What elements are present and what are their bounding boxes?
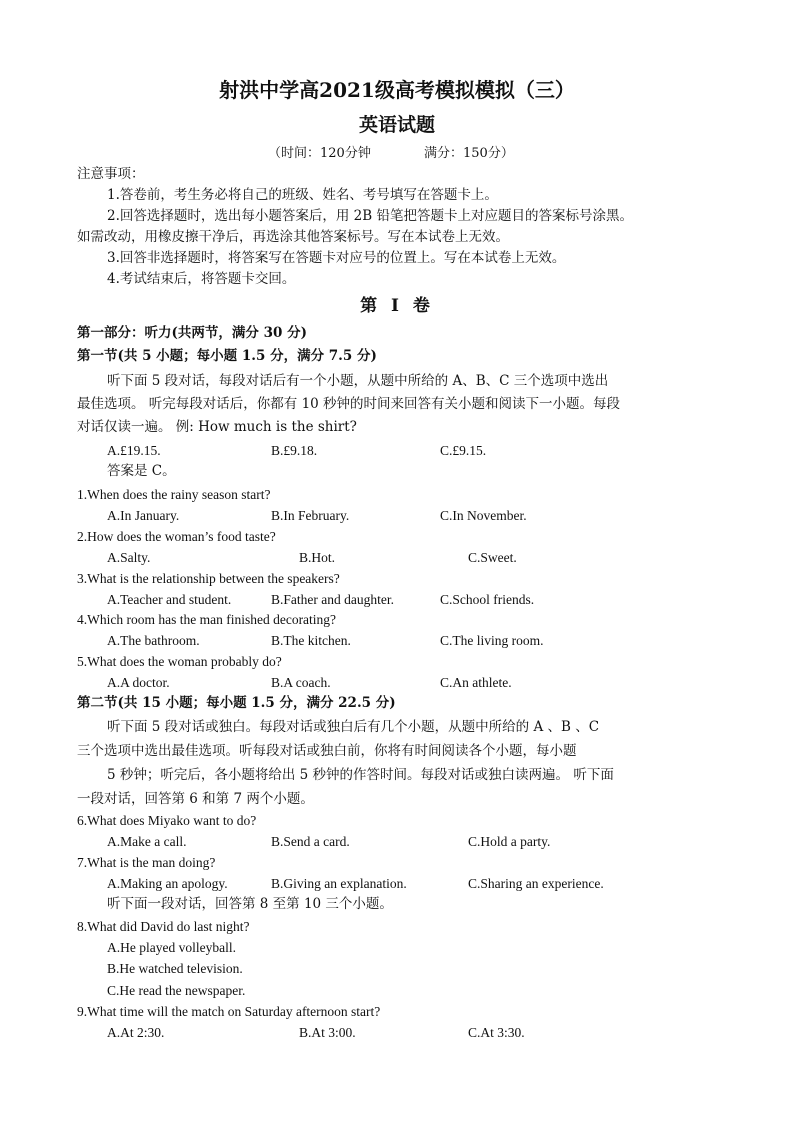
exam-time: （时间：120分钟 [268, 146, 371, 161]
example-option-b: B.£9.18. [271, 443, 318, 458]
q1-option-b: B.In February. [271, 508, 350, 523]
example-option-a: A.£19.15. [107, 443, 161, 458]
q6-option-b: B.Send a card. [271, 834, 350, 849]
note-1: 1.答卷前，考生务必将自己的班级、姓名、考号填写在答题卡上。 [107, 187, 498, 203]
q7-option-c: C.Sharing an experience. [468, 876, 604, 891]
q2-option-c: C.Sweet. [468, 550, 517, 565]
question-8: 8.What did David do last night? [77, 919, 250, 934]
q2-option-b: B.Hot. [299, 550, 336, 565]
example-answer: 答案是 C。 [107, 463, 176, 479]
example-option-c: C.£9.15. [440, 443, 487, 458]
q1-option-c: C.In November. [440, 508, 527, 523]
q9-option-c: C.At 3:30. [468, 1025, 525, 1040]
q8-option-b: B.He watched television. [107, 961, 243, 976]
question-3: 3.What is the relationship between the speakers? [77, 571, 340, 586]
q3-option-a: A.Teacher and student. [107, 592, 232, 607]
question-1: 1.When does the rainy season start? [77, 487, 271, 502]
question-7: 7.What is the man doing? [77, 855, 216, 870]
question-4: 4.Which room has the man finished decorating? [77, 612, 337, 627]
question-2: 2.How does the woman’s food taste? [77, 529, 276, 544]
q2-option-a: A.Salty. [107, 550, 151, 565]
section1-heading: 第一节(共 5 小题；每小题 1.5 分，满分 7.5 分) [77, 348, 377, 364]
part1-heading: 第一部分：听力(共两节，满分 30 分) [77, 325, 307, 341]
q6-option-a: A.Make a call. [107, 834, 187, 849]
q5-option-c: C.An athlete. [440, 675, 512, 690]
section2-instruction-3: 5 秒钟；听完后，各小题将给出 5 秒钟的作答时间。每段对话或独白读两遍。 听下面 [107, 767, 614, 783]
q6-option-c: C.Hold a party. [468, 834, 551, 849]
note-3: 3.回答非选择题时，将答案写在答题卡对应号的位置上。写在本试卷上无效。 [107, 250, 566, 266]
exam-score: 满分：150分） [424, 146, 514, 161]
section2-heading: 第二节(共 15 小题；每小题 1.5 分，满分 22.5 分) [77, 695, 396, 711]
note-4: 4.考试结束后，将答题卡交回。 [107, 271, 296, 287]
exam-title: 射洪中学高2021级高考模拟模拟（三） [219, 78, 575, 102]
section1-instruction-3: 对话仅读一遍。 例: How much is the shirt? [77, 419, 357, 435]
section2-instruction: 听下面 5 段对话或独白。每段对话或独白后有几个小题，从题中所给的 A 、B 、C [107, 719, 600, 735]
q7-option-b: B.Giving an explanation. [271, 876, 407, 891]
exam-subtitle: 英语试题 [358, 114, 435, 136]
question-6: 6.What does Miyako want to do? [77, 813, 257, 828]
q5-option-a: A.A doctor. [107, 675, 170, 690]
question-9: 9.What time will the match on Saturday afternoon start? [77, 1004, 381, 1019]
section2-instruction-4: 一段对话，回答第 6 和第 7 两个小题。 [77, 791, 314, 807]
section2-instruction-2: 三个选项中选出最佳选项。听每段对话或独白前，你将有时间阅读各个小题，每小题 [77, 743, 577, 759]
q5-option-b: B.A coach. [271, 675, 331, 690]
q7-option-a: A.Making an apology. [107, 876, 228, 891]
note-2-cont: 如需改动，用橡皮擦干净后，再选涂其他答案标号。写在本试卷上无效。 [77, 229, 509, 245]
q9-option-b: B.At 3:00. [299, 1025, 356, 1040]
q8-option-a: A.He played volleyball. [107, 940, 236, 955]
section1-instruction-2: 最佳选项。 听完每段对话后，你都有 10 秒钟的时间来回答有关小题和阅读下一小题。每段 [77, 396, 621, 412]
q8-option-c: C.He read the newspaper. [107, 983, 246, 998]
q4-option-a: A.The bathroom. [107, 633, 200, 648]
volume-heading: 第 I 卷 [360, 296, 434, 316]
q3-option-b: B.Father and daughter. [271, 592, 394, 607]
q4-option-b: B.The kitchen. [271, 633, 351, 648]
notes-heading: 注意事项： [77, 166, 145, 182]
q3-option-c: C.School friends. [440, 592, 535, 607]
question-5: 5.What does the woman probably do? [77, 654, 282, 669]
note-2: 2.回答选择题时，选出每小题答案后，用 2B 铅笔把答题卡上对应题目的答案标号涂黑。 [107, 208, 633, 224]
q9-option-a: A.At 2:30. [107, 1025, 165, 1040]
q4-option-c: C.The living room. [440, 633, 544, 648]
q1-option-a: A.In January. [107, 508, 180, 523]
section1-instruction: 听下面 5 段对话，每段对话后有一个小题，从题中所给的 A、B、C 三个选项中选出 [107, 373, 609, 389]
instruction-q8-10: 听下面一段对话，回答第 8 至第 10 三个小题。 [107, 896, 393, 912]
